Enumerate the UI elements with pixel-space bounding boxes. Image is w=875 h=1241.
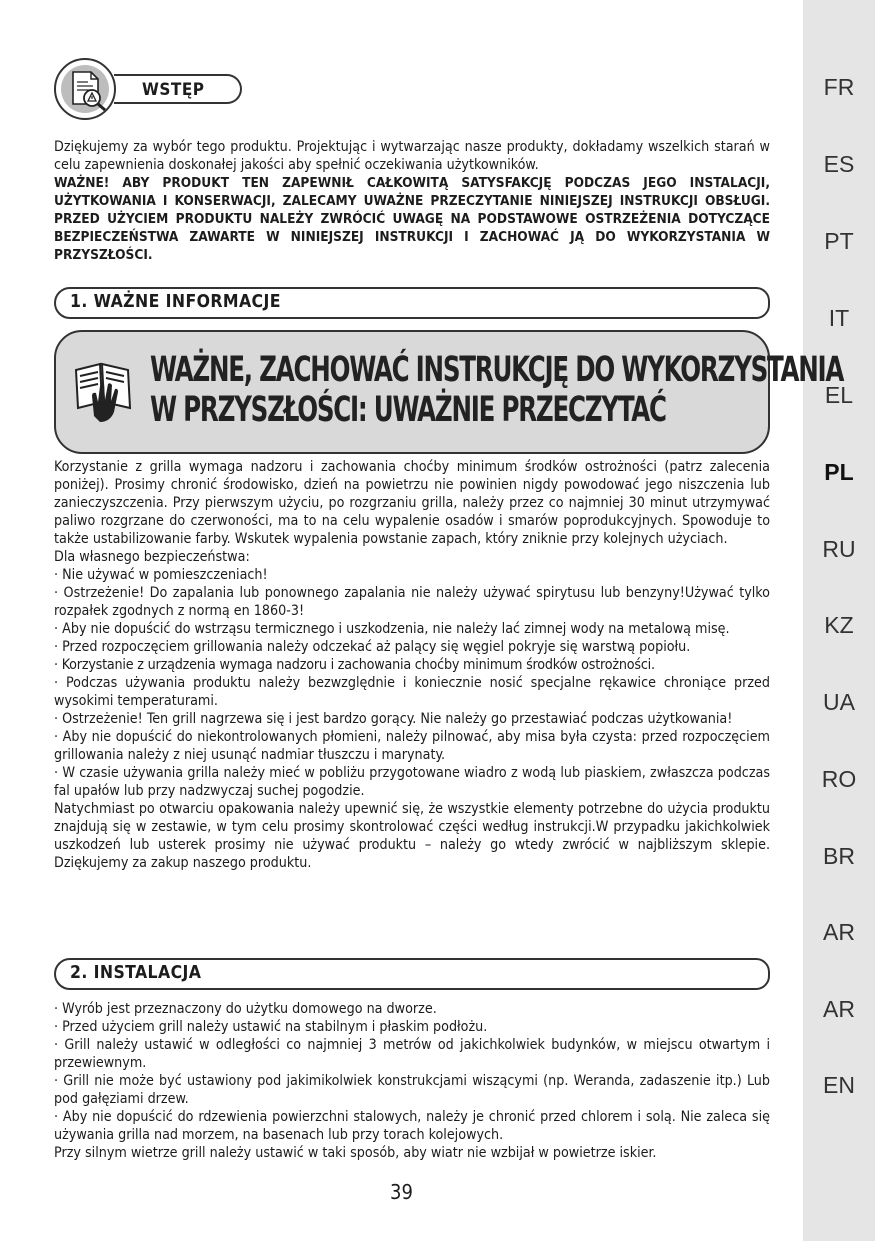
document-warning-icon (64, 68, 108, 112)
lang-tab-en[interactable]: EN (823, 1072, 855, 1098)
section-1-paragraph: · Przed rozpoczęciem grillowania należy odczekać aż palący się węgiel pokryje się warstwą popiołu. (54, 639, 691, 655)
lang-tab-ar[interactable]: AR (823, 919, 855, 945)
section-2-paragraph: · Wyrób jest przeznaczony do użytku domowego na dworze. (54, 1001, 437, 1017)
section-1-body (54, 458, 770, 872)
section-1-paragraph: · Aby nie dopuścić do wstrząsu termicznego i uszkodzenia, nie należy lać zimnej wody na metalową misę. (54, 621, 730, 637)
warning-line-2: W PRZYSZŁOŚCI: UWAŻNIE PRZECZYTAĆ (150, 390, 666, 430)
lang-tab-fr[interactable]: FR (823, 74, 855, 100)
intro-title: WSTĘP (142, 80, 205, 100)
section-1-paragraph: Korzystanie z grilla wymaga nadzoru i zachowania choćby minimum środków ostrożności (patrz zalecenia poniżej). Prosimy chronić środowisko, dzień na powietrzu nie powinien nigdy powodować jego niszczenia lub zanieczyszczenia. Przy pierwszym użyciu, po rozgrzaniu grilla, należy przez co najmniej 30 minut utrzymywać paliwo rozgrzane do czerwoności, ma to na celu wypalenie osadów i smarów poprodukcyjnych. Spowoduje to także ustabilizowanie farby. Wskutek wypalenia powstanie zapach, który zniknie przy kolejnych użyciach. (54, 459, 770, 547)
lang-tab-kz[interactable]: KZ (824, 612, 854, 638)
section-1-paragraph: · Ostrzeżenie! Ten grill nagrzewa się i jest bardzo gorący. Nie należy go przestawiać podczas użytkowania! (54, 711, 733, 727)
intro-bold-warning: WAŻNE! ABY PRODUKT TEN ZAPEWNIŁ CAŁKOWITĄ SATYSFAKCJĘ PODCZAS JEGO INSTALACJI, UŻYTKOWANIA I KONSERWACJI, ZALECAMY UWAŻNE PRZECZYTANIE NINIEJSZEJ INSTRUKCJI OBSŁUGI. PRZED UŻYCIEM PRODUKTU NALEŻY ZWRÓCIĆ UWAGĘ NA PODSTAWOWE OSTRZEŻENIA DOTYCZĄCE BEZPIECZEŃSTWA ZAWARTE W NINIEJSZEJ INSTRUKCJI I ZACHOWAĆ JĄ DO WYKORZYSTANIA W PRZYSZŁOŚCI. (54, 175, 770, 263)
section-2-paragraph: · Przed użyciem grill należy ustawić na stabilnym i płaskim podłożu. (54, 1019, 488, 1035)
lang-tab-pt[interactable]: PT (824, 228, 854, 254)
lang-tab-el[interactable]: EL (824, 382, 854, 408)
lang-tab-ar-2[interactable]: AR (823, 996, 855, 1022)
lang-tab-es[interactable]: ES (823, 151, 855, 177)
section-2-body (54, 1000, 770, 1162)
page-number: 39 (390, 1180, 413, 1204)
lang-tab-it[interactable]: IT (828, 305, 850, 331)
section-1-paragraph: · Aby nie dopuścić do niekontrolowanych płomieni, należy pilnować, aby misa była czysta: przed rozpoczęciem grillowania należy z niej usunąć nadmiar tłuszczu i marynaty. (54, 729, 770, 763)
section-1-header (54, 287, 770, 319)
lang-tab-ru[interactable]: RU (822, 536, 856, 562)
section-1-title: 1. WAŻNE INFORMACJE (70, 292, 281, 312)
lang-tab-br[interactable]: BR (823, 843, 855, 869)
lang-tab-ro[interactable]: RO (821, 766, 857, 792)
lang-tab-pl[interactable]: PL (824, 459, 854, 485)
language-sidebar (803, 0, 875, 1241)
section-1-paragraph: Dla własnego bezpieczeństwa: (54, 549, 250, 565)
section-1-paragraph: · W czasie używania grilla należy mieć w pobliżu przygotowane wiadro z wodą lub piaskiem, zwłaszcza podczas fal upałów lub przy nadzwyczaj suchej pogodzie. (54, 765, 770, 799)
intro-paragraph: Dziękujemy za wybór tego produktu. Projektując i wytwarzając nasze produkty, dokładamy wszelkich starań w celu zapewnienia doskonałej jakości aby spełnić oczekiwania użytkowników. (54, 139, 770, 173)
warning-line-1: WAŻNE, ZACHOWAĆ INSTRUKCJĘ DO WYKORZYSTANIA (150, 350, 844, 390)
section-2-paragraph: · Grill należy ustawić w odległości co najmniej 3 metrów od jakichkolwiek budynków, w miejscu otwartym i przewiewnym. (54, 1037, 770, 1071)
intro-icon-circle (54, 58, 116, 120)
section-1-paragraph: · Podczas używania produktu należy bezwzględnie i koniecznie nosić specjalne rękawice chroniące przed wysokimi temperaturami. (54, 675, 770, 709)
section-1-paragraph: · Korzystanie z urządzenia wymaga nadzoru i zachowania choćby minimum środków ostrożności. (54, 657, 655, 673)
lang-tab-ua[interactable]: UA (823, 689, 855, 715)
section-2-title: 2. INSTALACJA (70, 963, 202, 983)
intro-heading (54, 58, 254, 122)
intro-title-pill (114, 74, 242, 104)
section-2-paragraph: · Aby nie dopuścić do rdzewienia powierzchni stalowych, należy je chronić przed chlorem i solą. Nie zaleca się używania grilla nad morzem, na basenach lub przy torach kolejowych. (54, 1109, 770, 1143)
section-2-paragraph: · Grill nie może być ustawiony pod jakimikolwiek konstrukcjami wiszącymi (np. Weranda, zadaszenie itp.) Lub pod gałęziami drzew. (54, 1073, 770, 1107)
intro-section (54, 138, 770, 264)
warning-heading (150, 350, 843, 430)
section-2-header (54, 958, 770, 990)
section-2-paragraph: Przy silnym wietrze grill należy ustawić w taki sposób, aby wiatr nie wzbijał w powietrze iskier. (54, 1145, 657, 1161)
section-1-paragraph: · Ostrzeżenie! Do zapalania lub ponownego zapalania nie należy używać spirytusu lub benzyny!Używać tylko rozpałek zgodnych z normą en 1860-3! (54, 585, 770, 619)
section-1-paragraph: Natychmiast po otwarciu opakowania należy upewnić się, że wszystkie elementy potrzebne do użycia produktu znajdują się w zestawie, w tym celu prosimy skontrolować części według instrukcji.W przypadku jakichkolwiek uszkodzeń lub usterek prosimy nie używać produktu – należy go wtedy zwrócić w najbliższym sklepie. Dziękujemy za zakup naszego produktu. (54, 801, 770, 871)
section-1-paragraph: · Nie używać w pomieszczeniach! (54, 567, 268, 583)
manual-hand-icon (70, 356, 140, 426)
